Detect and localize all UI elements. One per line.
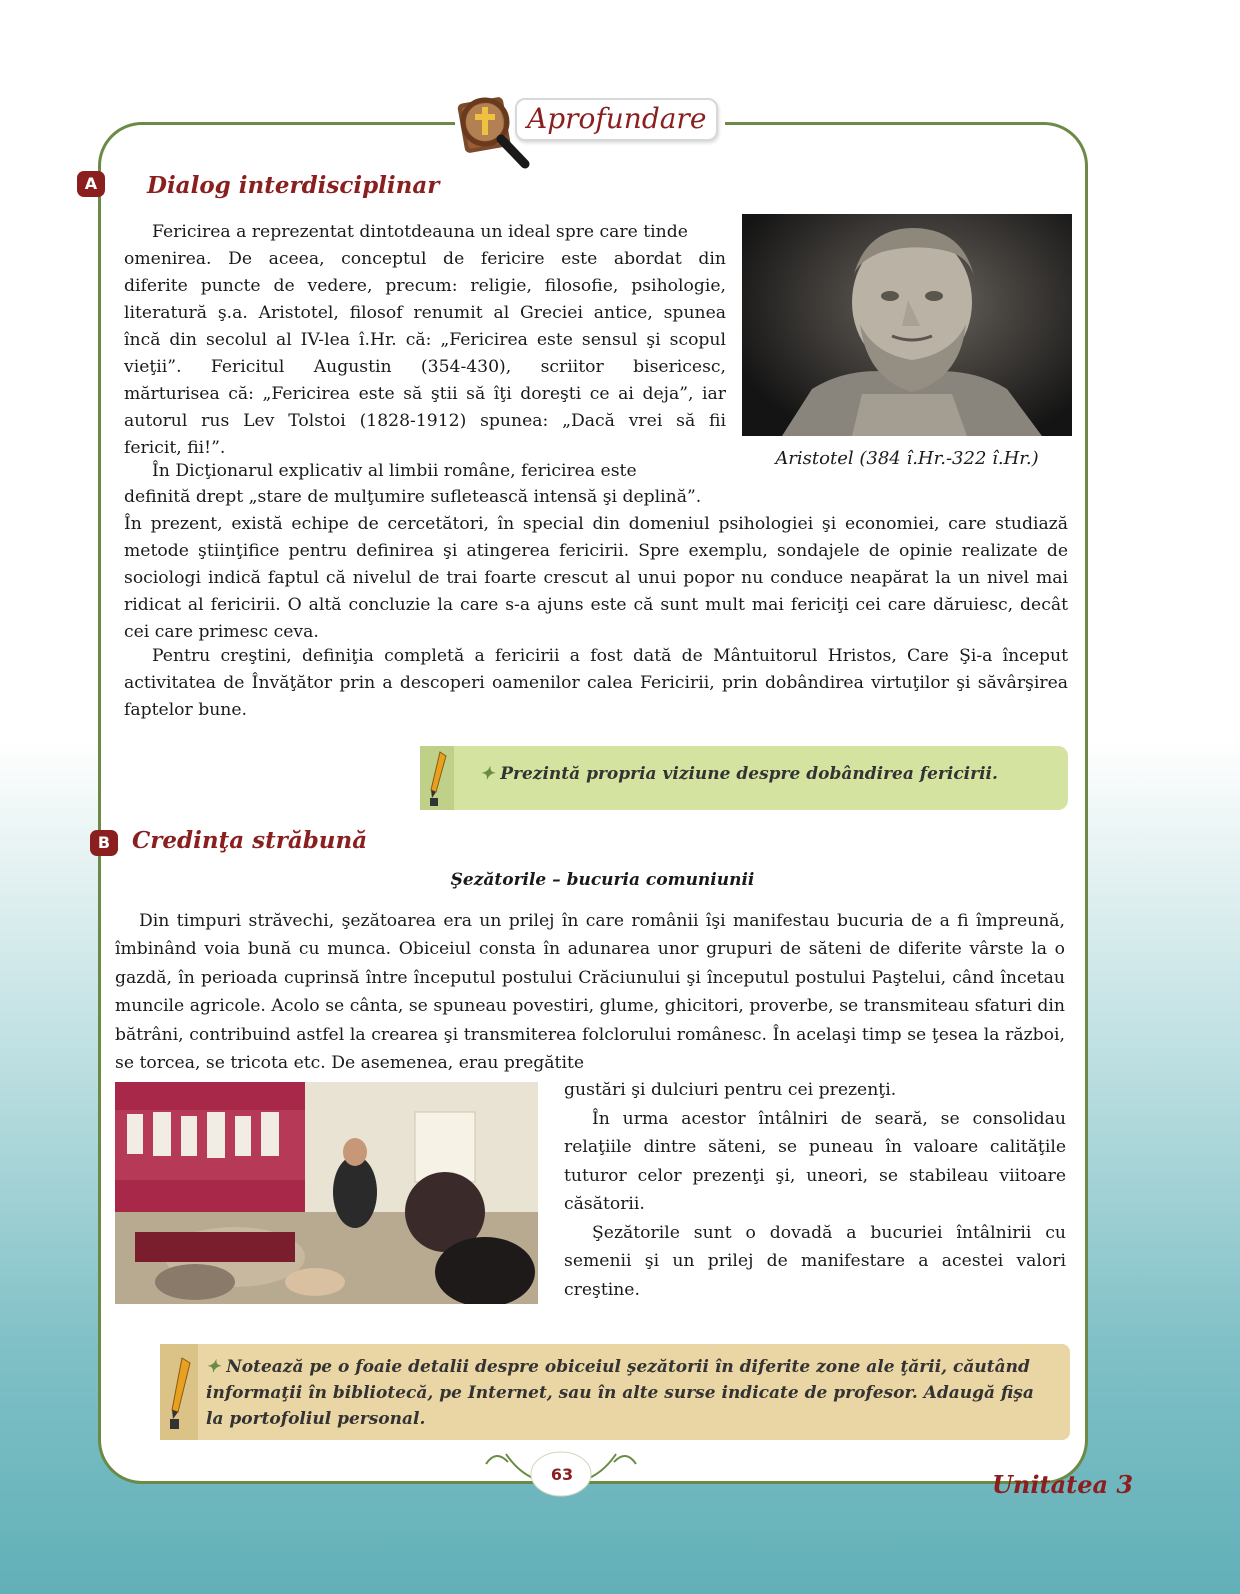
text-line: autorul rus Lev Tolstoi (1828-1912) spunea: „Dacă vrei să fii [124, 411, 726, 431]
task-a-text: Prezintă propria viziune despre dobândirea fericirii. [500, 764, 998, 784]
section-a-letter: A [77, 171, 105, 197]
aristotel-caption: Aristotel (384 î.Hr.-322 î.Hr.) [775, 448, 1039, 469]
section-a-paragraph-2: În prezent, există echipe de cercetători, în special din domeniul psihologiei şi economiei, care studiază metode ştiinţifice pentru definirea şi atingerea fericirii. Spre exemplu, sondajele de opinie realizate de sociologi indică faptul că nivelul de trai foarte crescut al unui popor nu conduce neapărat la un nivel mai ridicat al fericirii. O altă concluzie la care s-a ajuns este că sunt mult mai fericiţi cei care dăruiesc, decât cei care primesc ceva. [124, 514, 1068, 642]
text-line: mărturisea că: „Fericirea este să ştii să îţi doreşti ce ai deja”, iar [124, 384, 726, 404]
section-header [455, 92, 725, 148]
task-box-b [160, 1344, 1070, 1440]
section-b-subtitle: Şezătorile – bucuria comuniunii [450, 870, 755, 890]
task-b-text: Notează pe o foaie detalii despre obiceiul şezătorii în diferite zone ale ţării, căutând informaţii în bibliotecă, pe Internet, sau în alte surse indicate de profesor. Adaugă fişa la portofoliul personal. [206, 1357, 1034, 1429]
section-b-paragraph-1: Din timpuri străvechi, şezătoarea era un prilej în care românii îşi manifestau bucuria de a fi împreună, îmbinând voia bună cu munca. Obiceiul consta în adunarea unor grupuri de săteni de diferite vârste la o gazdă, în perioada cuprinsă între începutul postului Crăciunului şi începutul postului Paştelui, când încetau muncile agricole. Acolo se cânta, se spuneau povestiri, glume, ghicitori, proverbe, se transmiteau sfaturi din bătrâni, contribuind astfel la crearea şi transmiterea folclorului românesc. În acelaşi timp se ţesea la război, se torcea, se tricota etc. De asemenea, erau pregătite [115, 911, 1065, 1074]
section-b-paragraph-2: În urma acestor întâlniri de seară, se consolidau relaţiile dintre săteni, se puneau în valoare calităţile tuturor celor prezenţi şi, uneori, se stabileau viitoare căsătorii. [564, 1109, 1066, 1215]
section-header-title: Aprofundare [515, 98, 718, 141]
sparkle-icon: ✦ [206, 1357, 221, 1377]
pencil-icon [426, 750, 450, 808]
text-line: omenirea. De aceea, conceptul de fericire este abordat din [124, 249, 726, 269]
section-b-title: Credinţa străbună [132, 827, 368, 854]
task-box-a [420, 746, 1068, 810]
text-line: diferite puncte de vedere, precum: religie, filosofie, psihologie, [124, 276, 726, 296]
text-line: definită drept „stare de mulţumire sufletească intensă şi deplină”. [124, 487, 702, 507]
text-line: vieţii”. Fericitul Augustin (354-430), scriitor bisericesc, [124, 357, 726, 377]
page-number: 63 [550, 1465, 574, 1484]
sezatoare-photo [115, 1082, 538, 1304]
text-line: Fericirea a reprezentat dintotdeauna un ideal spre care tinde [152, 222, 688, 242]
section-a-title: Dialog interdisciplinar [147, 172, 440, 199]
section-b-letter: B [90, 830, 118, 856]
pencil-icon [166, 1356, 194, 1432]
section-b-paragraph-3: Şezătorile sunt o dovadă a bucuriei întâlnirii cu semenii şi un prilej de manifestare a acestei valori creştine. [564, 1223, 1066, 1300]
text-line: fericit, fii!”. [124, 438, 226, 458]
unit-label: Unitatea 3 [992, 1470, 1134, 1499]
section-b-paragraph-1-end: gustări şi dulciuri pentru cei prezenţi. [564, 1080, 897, 1100]
text-line: încă din secolul al IV-lea î.Hr. că: „Fericirea este sensul şi scopul [124, 330, 726, 350]
section-a-paragraph-3: Pentru creştini, definiţia completă a fericirii a fost dată de Mântuitorul Hristos, Care Şi-a început activitatea de Învăţător prin a descoperi oamenilor calea Fericirii, prin dobândirea virtuţilor şi săvârşirea faptelor bune. [124, 646, 1068, 720]
aristotel-bust-photo [742, 214, 1072, 436]
text-line: literatură ş.a. Aristotel, filosof renumit al Greciei antice, spunea [124, 303, 726, 323]
sparkle-icon: ✦ [480, 764, 495, 784]
text-line: În Dicţionarul explicativ al limbii române, fericirea este [152, 461, 637, 481]
